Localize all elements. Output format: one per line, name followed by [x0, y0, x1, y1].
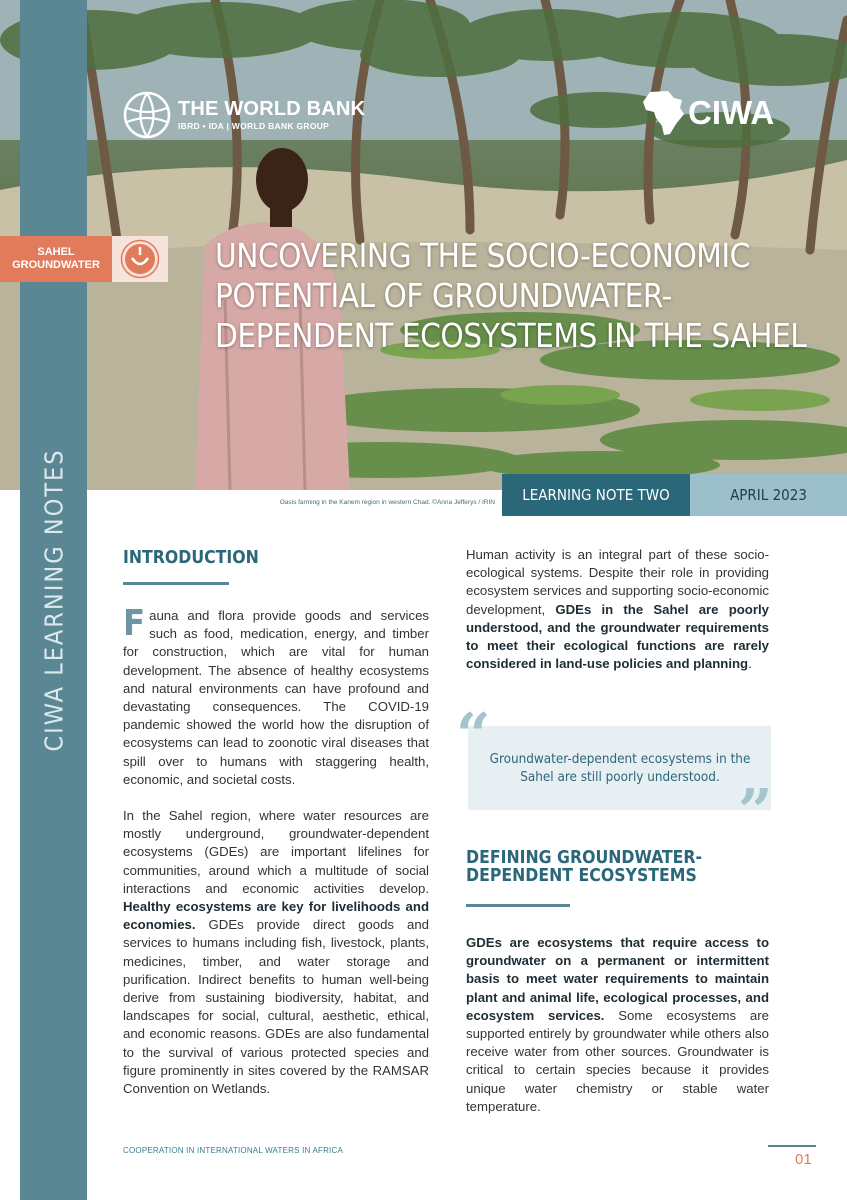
world-bank-name: THE WORLD BANK — [178, 98, 366, 120]
close-quote-icon: ” — [738, 777, 773, 847]
learning-note-label: LEARNING NOTE TWO — [502, 474, 690, 516]
intro-paragraph-2-a: In the Sahel region, where water resources are mostly underground, groundwater-dependent ecosystems (GDEs) are important lifelines for communities, around which a multitude of social interactions and economic activities develop. — [123, 808, 429, 896]
africa-continent-icon — [640, 88, 686, 138]
right-column-bottom — [466, 934, 769, 1134]
world-bank-subtitle: IBRD • IDA | WORLD BANK GROUP — [178, 121, 330, 131]
left-column — [123, 603, 429, 1116]
intro-paragraph-1 — [123, 603, 429, 789]
defining-paragraph — [466, 934, 769, 1116]
introduction-heading: INTRODUCTION — [123, 548, 259, 568]
intro-paragraph-2 — [123, 807, 429, 1098]
intro-paragraph-1-text: auna and flora provide goods and services such as food, medication, energy, and timber for construction, which are vital for human development. The absence of healthy ecosystems and natural environments can have profound and devastating consequences. The COVID-19 pandemic showed the world how the disruption of ecosystems can lead to zoonotic viral diseases that spill over to humans with staggering health, economic, and societal costs. — [123, 608, 429, 787]
footer-organization: COOPERATION IN INTERNATIONAL WATERS IN AFRICA — [123, 1146, 343, 1155]
defining-paragraph-rest: Some ecosystems are supported entirely by groundwater while others also receive water from other sources. Groundwater is critical to certain species because it provides unique water chemistry or stable water temperature. — [466, 1007, 769, 1114]
series-tag: SAHEL GROUNDWATER — [0, 236, 112, 282]
ciwa-logo[interactable] — [640, 88, 774, 138]
world-bank-globe-icon — [122, 90, 172, 140]
right-column-top — [466, 546, 769, 691]
publication-date: APRIL 2023 — [690, 474, 847, 516]
intro-paragraph-2-b: GDEs provide direct goods and services to humans including fish, livestock, plants, medicines, timber, and water storage and purification. Indirect benefits to human well-being derive from sustaining biodiversity, habitat, and landscapes for social, cultural, aesthetic, ethical, and economic reasons. GDEs are also fundamental to the survival of various protected species and figure prominently in sites covered by the RAMSAR Convention on Wetlands. — [123, 917, 429, 1097]
open-quote-icon: “ — [456, 701, 491, 771]
document-title: UNCOVERING THE SOCIO-ECONOMIC POTENTIAL OF GROUNDWATER-DEPENDENT ECOSYSTEMS IN THE SAHEL — [215, 236, 807, 355]
side-title — [20, 430, 87, 770]
ciwa-name: CIWA — [688, 94, 775, 131]
photo-caption: Oasis farming in the Kanem region in western Chad. ©Anna Jefferys / IRIN — [279, 499, 495, 506]
defining-paragraph-bold: GDEs are ecosystems that require access to groundwater on a permanent or intermittent basis to meet water requirements to maintain plant and animal life, ecological processes, and ecosystem services. — [466, 935, 769, 1023]
introduction-rule — [123, 582, 229, 585]
world-bank-logo[interactable] — [122, 90, 365, 140]
page-number-rule — [768, 1145, 816, 1147]
drop-cap: F — [123, 603, 146, 644]
side-title-text: CIWA LEARNING NOTES — [39, 448, 68, 752]
intro-paragraph-3-a: Human activity is an integral part of these socio-ecological systems. Despite their role in providing ecosystem services and supporting socio-economic development, — [466, 547, 769, 617]
defining-rule — [466, 904, 570, 907]
water-drop-icon — [112, 236, 168, 282]
intro-paragraph-3-bold: GDEs in the Sahel are poorly understood, and the groundwater requirements to meet their ecological functions are rarely considered in land-use policies and planning — [466, 601, 769, 672]
series-icon-box — [112, 236, 168, 282]
intro-paragraph-3 — [466, 546, 769, 673]
pull-quote-text: Groundwater-dependent ecosystems in the Sahel are still poorly understood. — [489, 752, 751, 785]
intro-paragraph-2-bold: Healthy ecosystems are key for livelihoods and economies. — [123, 899, 429, 933]
intro-paragraph-3-end: . — [748, 656, 752, 672]
defining-heading: DEFINING GROUNDWATER-DEPENDENT ECOSYSTEMS — [466, 848, 703, 886]
page-number: 01 — [795, 1151, 812, 1168]
